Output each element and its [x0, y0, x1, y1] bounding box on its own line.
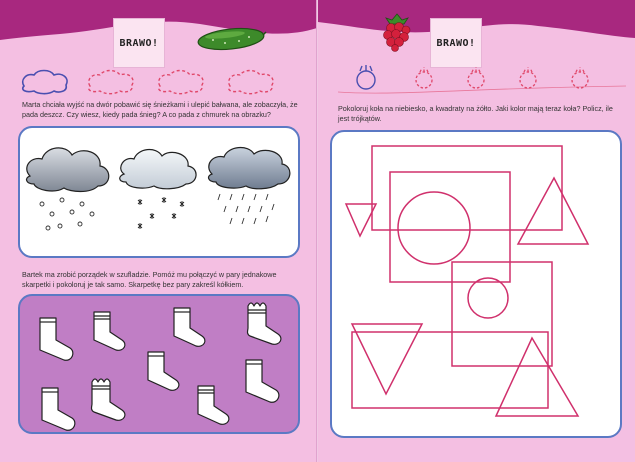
sock-5	[148, 352, 179, 390]
sock-2	[94, 312, 125, 350]
cloud-tracing-row	[18, 66, 308, 96]
sock-1	[40, 318, 73, 360]
socks-panel	[18, 294, 300, 434]
triangle-down	[352, 324, 422, 394]
weather-clouds-illustration	[20, 128, 298, 256]
cucumber-icon	[195, 24, 267, 52]
brawo-badge	[113, 18, 165, 68]
shapes-task-instructions: Pokoloruj koła na niebiesko, a kwadraty na żółto. Jaki kolor mają teraz koła? Policz, ile jest trójkątów.	[338, 104, 613, 123]
circle-large	[398, 192, 470, 264]
rain-cloud-icon	[209, 148, 290, 224]
raspberry-icon	[380, 12, 414, 52]
weather-panel	[18, 126, 300, 258]
sock-9	[198, 386, 229, 424]
shapes-panel	[330, 130, 622, 438]
task2-instructions: Bartek ma zrobić porządek w szufladzie. Pomóż mu połączyć w pary jednakowe skarpetki i pokoloruj je tak samo. Skarpetkę bez pary zakreśl kółkiem.	[22, 270, 277, 289]
sock-6	[246, 360, 279, 402]
square-middle	[390, 172, 510, 282]
square-lower	[452, 262, 552, 366]
sock-3	[174, 308, 205, 346]
left-page	[0, 0, 317, 462]
brawo-badge	[430, 18, 482, 68]
brawo-badge-label: BRAWO!	[119, 37, 159, 49]
socks-illustration	[20, 296, 298, 432]
task1-instructions: Marta chciała wyjść na dwór pobawić się śnieżkami i ulepić bałwana, ale zobaczyła, że pada deszcz. Czy wiesz, kiedy pada śnieg? A co pada z chmurek na obrazku?	[22, 100, 298, 119]
circle-small	[468, 278, 508, 318]
right-page	[318, 0, 635, 462]
brawo-badge-label: BRAWO!	[436, 37, 476, 49]
overlapping-shapes-illustration	[332, 132, 620, 436]
sock-8	[92, 379, 125, 420]
triangle-up-bottom	[496, 338, 578, 416]
sock-4	[248, 303, 281, 344]
raspberry-tracing-row	[336, 62, 626, 96]
triangle-right	[518, 178, 588, 244]
sock-7	[42, 388, 75, 430]
rectangle-bottom	[352, 332, 548, 408]
snow-cloud-icon	[27, 148, 109, 230]
hail-cloud-icon	[120, 150, 196, 229]
square-large-top	[372, 146, 562, 230]
